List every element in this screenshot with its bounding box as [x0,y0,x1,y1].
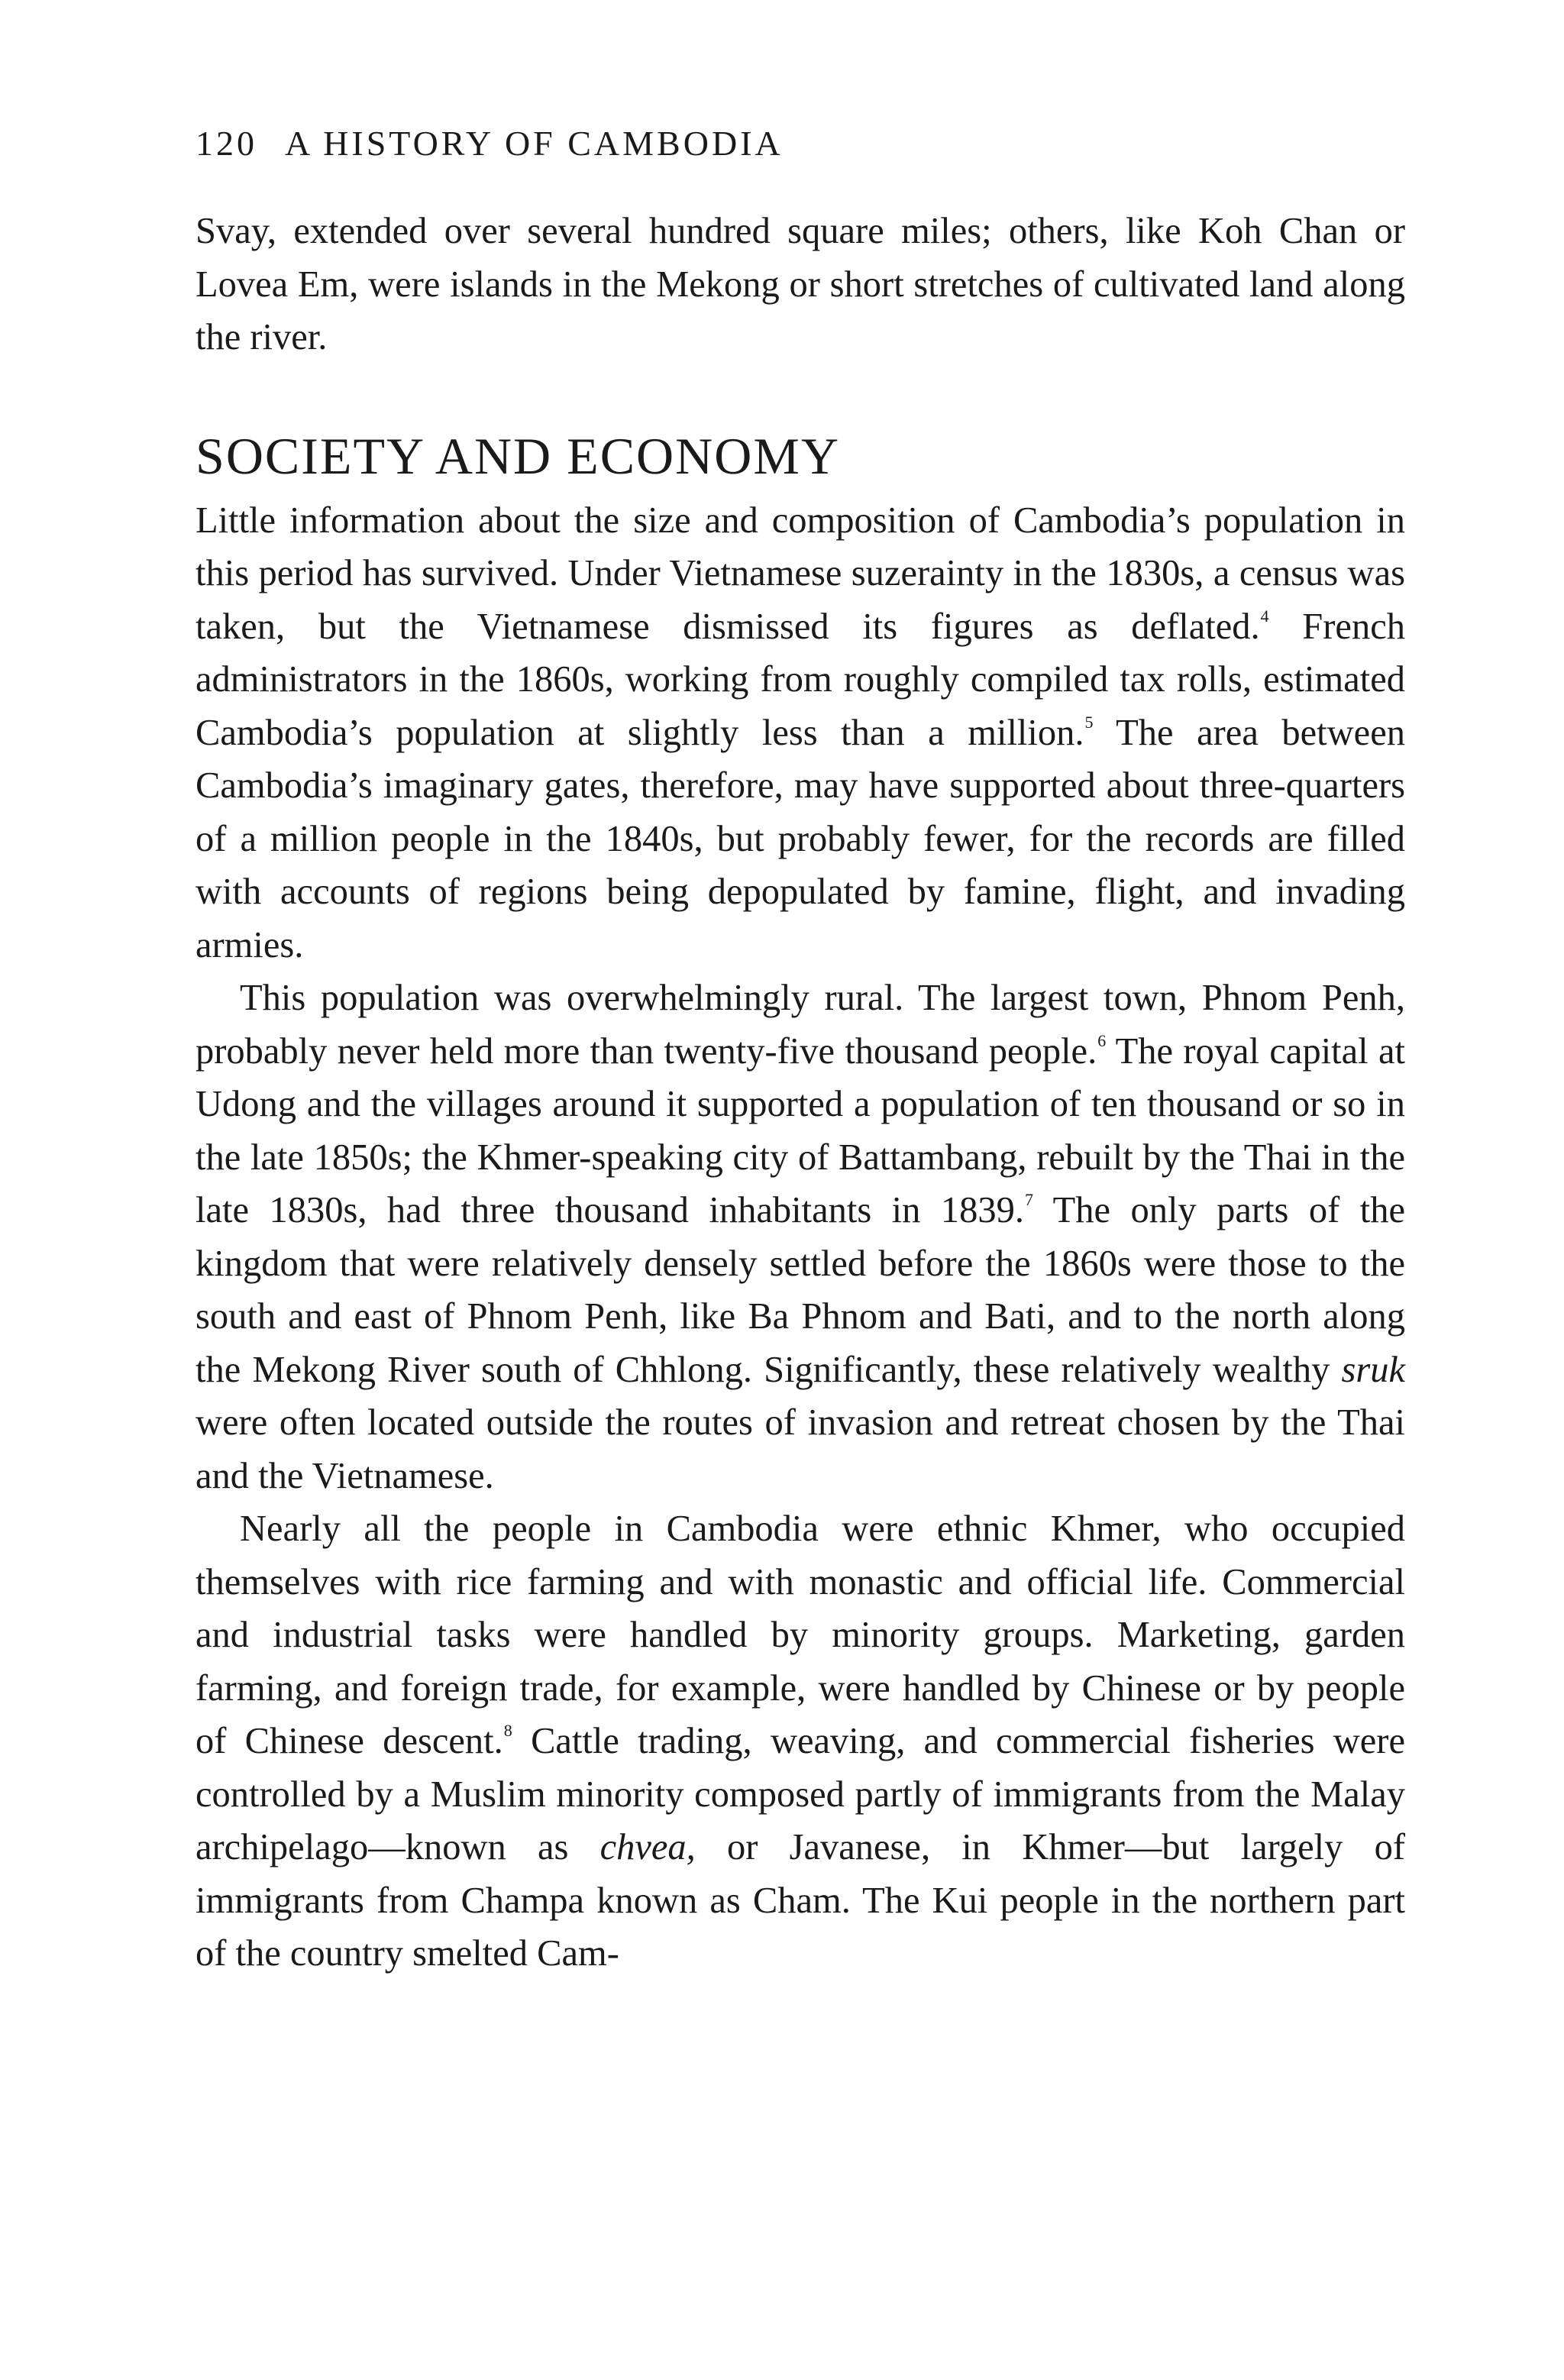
footnote-ref-5: 5 [1084,712,1094,732]
section-heading: SOCIETY AND ECONOMY [196,426,840,485]
paragraph-3-text-c: or Javanese, in Khmer—but largely of immigrants from Champa known as Cham. The Kui people in the northern part of the country smelted Cam- [196,1827,1405,1974]
footnote-ref-6: 6 [1097,1030,1107,1050]
footnote-ref-7: 7 [1025,1190,1033,1209]
paragraph-3-text-a: Nearly all the people in Cambodia were ethnic Khmer, who occupied themselves with rice farming and with monastic and official life. Commercial and industrial tasks were handled by minority groups. Marketing, garden farming, and foreign trade, for example, were handled by Chinese or by people of Chinese descent. [196,1509,1405,1761]
running-head-title: A HISTORY OF CAMBODIA [285,124,784,163]
paragraph-1-text-a: Little information about the size and composition of Cambodia’s population in this period has survived. Under Vietnamese suzerainty in the 1830s, a census was taken, but the Vietnamese dismissed its figures as deflated. [196,500,1405,647]
body-paragraph-2 [196,972,1405,1502]
paragraph-1-text-c: The area between Cambodia’s imaginary gates, therefore, may have supported about three-quarters of a million people in the 1840s, but probably fewer, for the records are filled with accounts of regions being depopulated by famine, flight, and invading armies. [196,712,1405,965]
paragraph-3-text-b: Cattle trading, weaving, and commercial fisheries were controlled by a Muslim minority composed partly of immigrants from the Malay archipelago—known as [196,1721,1405,1867]
paragraph-1-text-b: French administrators in the 1860s, working from roughly compiled tax rolls, estimated Cambodia’s population at slightly less than a million. [196,606,1405,753]
footnote-ref-8: 8 [503,1721,512,1740]
italic-term-sruk: sruk [1341,1349,1405,1390]
running-head [196,122,1405,165]
paragraph-2-text-c: The only parts of the kingdom that were relatively densely settled before the 1860s were those to the south and east of Phnom Penh, like Ba Phnom and Bati, and to the north along the Mekong River south of Chhlong. Significantly, these relatively wealthy [196,1190,1405,1390]
footnote-ref-4: 4 [1260,606,1269,626]
paragraph-2-text-d: were often located outside the routes of invasion and retreat chosen by the Thai and the Vietnamese. [196,1402,1405,1496]
body-paragraph-3 [196,1502,1405,1981]
body-paragraph-1 [196,494,1405,972]
italic-term-chvea: chvea, [599,1827,696,1867]
intro-paragraph [196,205,1405,364]
paragraph-2-text-a: This population was overwhelmingly rural. The largest town, Phnom Penh, probably never held more than twenty-five thousand people. [196,978,1405,1072]
intro-text: Svay, extended over several hundred square miles; others, like Koh Chan or Lovea Em, were islands in the Mekong or short stretches of cultivated land along the river. [196,211,1405,357]
page-number: 120 [196,124,257,163]
book-page [196,122,1405,1981]
paragraph-2-text-b: The royal capital at Udong and the villages around it supported a population of ten thousand or so in the late 1850s; the Khmer-speaking city of Battambang, rebuilt by the Thai in the late 1830s, had three thousand inhabitants in 1839. [196,1030,1405,1230]
